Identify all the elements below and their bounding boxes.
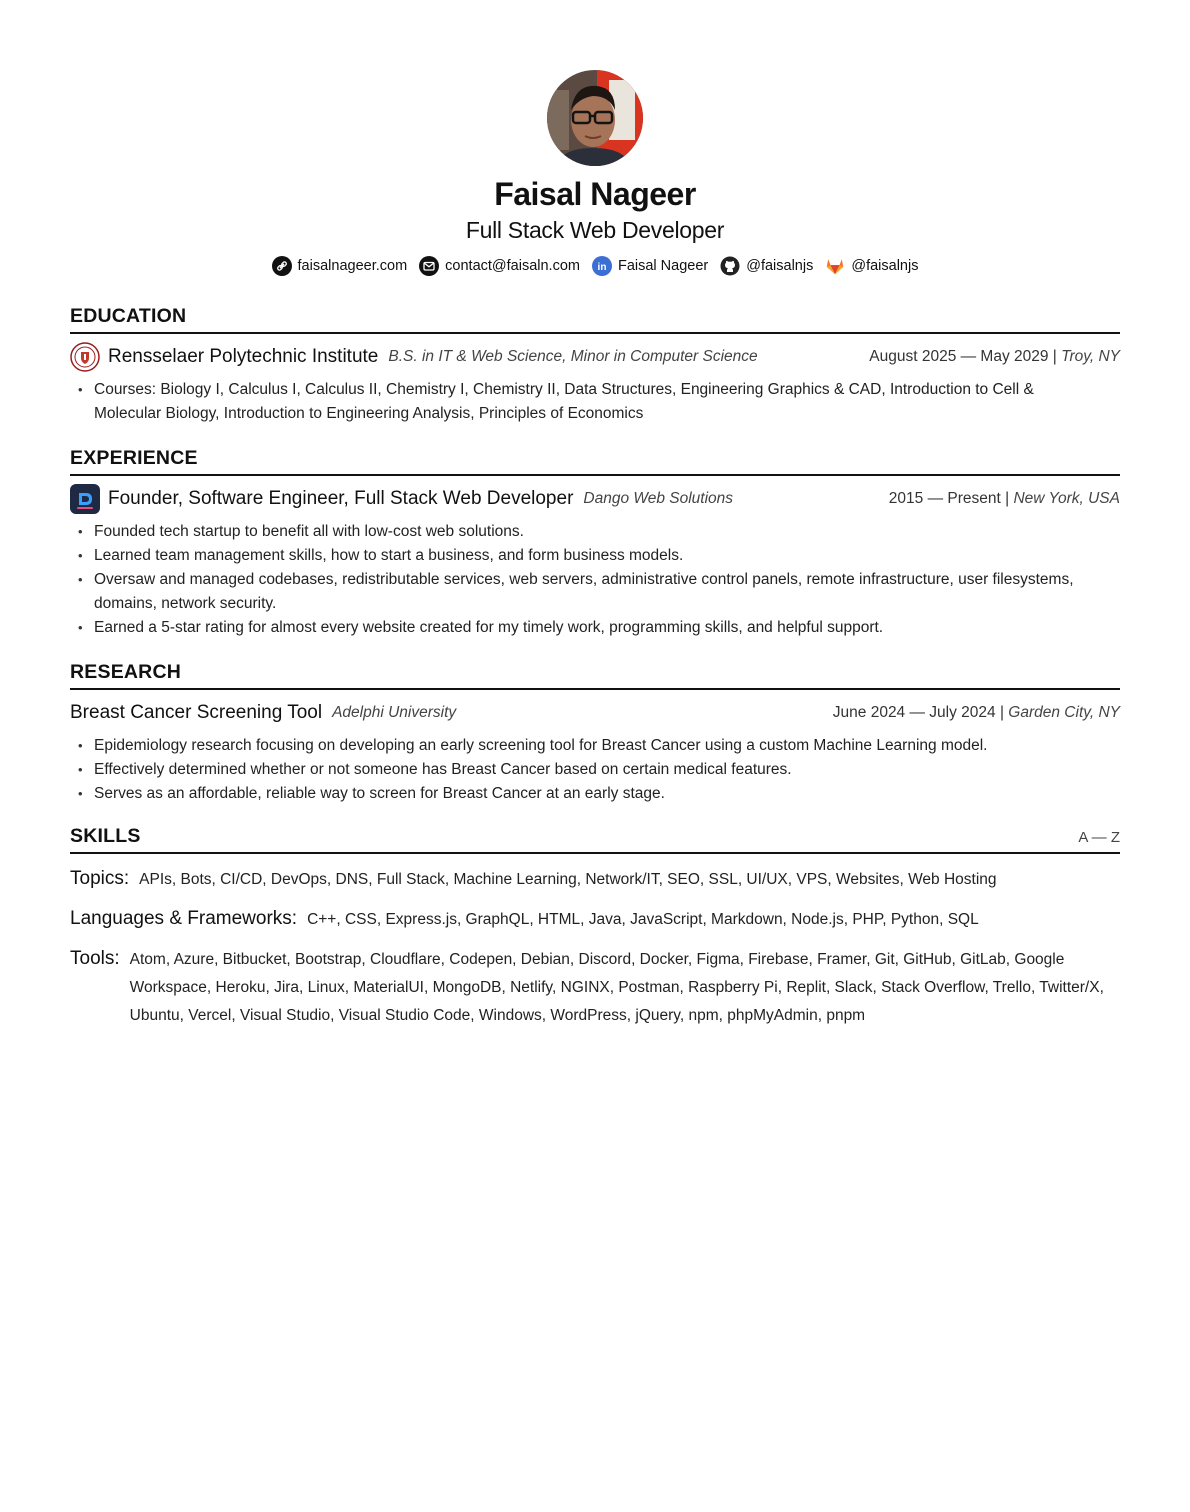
section-title: EXPERIENCE [70, 447, 198, 469]
skill-values: Atom, Azure, Bitbucket, Bootstrap, Cloudflare, Codepen, Debian, Discord, Docker, Figma, Firebase, Framer, Git, GitHub, GitLab, Google Workspace, Heroku, Jira, Linux, MaterialUI, MongoDB, Netlify, NGINX, Postman, Raspberry Pi, Replit, Slack, Stack Overflow, Trello, Twitter/X, Ubuntu, Vercel, Visual Studio, Visual Studio Code, Windows, WordPress, jQuery, npm, phpMyAdmin, pnpm [129, 951, 1104, 1024]
date-range: August 2025 — May 2029 | [869, 348, 1057, 365]
list-item: • Learned team management skills, how to start a business, and form business models. [94, 544, 1120, 568]
skill-label: Languages & Frameworks: [70, 908, 298, 929]
list-item: • Earned a 5-star rating for almost every website created for my timely work, programming skills, and helpful support. [94, 616, 1120, 640]
skills-section [70, 822, 1120, 1030]
research-dates [833, 704, 1120, 722]
school-name: Rensselaer Polytechnic Institute [108, 346, 379, 367]
profile-photo [547, 70, 643, 166]
list-item: • Epidemiology research focusing on developing an early screening tool for Breast Cancer using a custom Machine Learning model. [94, 734, 1120, 758]
skill-row-topics [70, 866, 1120, 894]
company-name: Dango Web Solutions [583, 490, 734, 507]
education-dates [869, 348, 1120, 366]
education-entry-header [70, 342, 1120, 372]
education-bullets [70, 378, 1120, 426]
skill-row-languages [70, 906, 1120, 934]
contact-bar [70, 254, 1120, 278]
github-icon [720, 256, 740, 276]
linkedin-icon [592, 256, 612, 276]
section-header [70, 658, 1120, 690]
svg-text:in: in [597, 262, 607, 273]
gitlab-link[interactable] [825, 256, 918, 276]
skill-label: Tools: [70, 948, 120, 969]
experience-section [70, 444, 1120, 640]
date-range: 2015 — Present | [888, 490, 1010, 507]
experience-dates [889, 490, 1120, 508]
skill-row-tools [70, 946, 1120, 1030]
section-header [70, 302, 1120, 334]
education-section [70, 302, 1120, 426]
section-title: RESEARCH [70, 661, 182, 683]
section-header [70, 822, 1120, 854]
avatar [547, 70, 643, 166]
sort-note: A — Z [1078, 829, 1120, 846]
email-link[interactable] [419, 256, 580, 276]
skill-label: Topics: [70, 868, 130, 889]
experience-entry-header [70, 484, 1120, 514]
research-entry-header [70, 698, 1120, 728]
role-title: Founder, Software Engineer, Full Stack Web Developer [108, 488, 574, 509]
linkedin-text: Faisal Nageer [617, 258, 709, 274]
list-item: • Serves as an affordable, reliable way to screen for Breast Cancer at an early stage. [94, 782, 1120, 806]
location: New York, USA [1013, 490, 1120, 507]
list-item: • Founded tech startup to benefit all with low-cost web solutions. [94, 520, 1120, 544]
rpi-seal-icon [70, 342, 100, 372]
github-link[interactable] [720, 256, 813, 276]
linkedin-link[interactable] [592, 256, 708, 276]
section-title: SKILLS [70, 825, 141, 847]
candidate-name: Faisal Nageer [494, 176, 696, 212]
gitlab-icon [825, 256, 845, 276]
institution-name: Adelphi University [332, 704, 457, 721]
list-item: • Courses: Biology I, Calculus I, Calculus II, Chemistry I, Chemistry II, Data Structures, Engineering Graphics & CAD, Introduction to Cell & Molecular Biology, Introduction to Engineering Analysis, Principles of Economics [94, 378, 1120, 426]
website-text: faisalnageer.com [297, 258, 408, 274]
job-title: Full Stack Web Developer [465, 217, 725, 243]
skill-values: C++, CSS, Express.js, GraphQL, HTML, Java, JavaScript, Markdown, Node.js, PHP, Python, SQL [307, 911, 979, 928]
experience-bullets [70, 520, 1120, 640]
project-title: Breast Cancer Screening Tool [70, 702, 323, 723]
date-range: June 2024 — July 2024 | [832, 704, 1004, 721]
mail-icon [419, 256, 439, 276]
location: Troy, NY [1061, 348, 1120, 365]
list-item: • Oversaw and managed codebases, redistributable services, web servers, administrative control panels, remote infrastructure, user filesystems, domains, network security. [94, 568, 1120, 616]
section-title: EDUCATION [70, 305, 187, 327]
location: Garden City, NY [1008, 704, 1120, 721]
email-text: contact@faisaln.com [445, 258, 580, 274]
link-icon [272, 256, 292, 276]
skill-values: APIs, Bots, CI/CD, DevOps, DNS, Full Stack, Machine Learning, Network/IT, SEO, SSL, UI/UX, VPS, Websites, Web Hosting [139, 871, 997, 888]
gitlab-text: @faisalnjs [851, 258, 919, 274]
research-bullets [70, 734, 1120, 806]
research-section [70, 658, 1120, 806]
github-text: @faisalnjs [746, 258, 814, 274]
section-header [70, 444, 1120, 476]
dango-logo-icon [70, 484, 100, 514]
list-item: • Effectively determined whether or not someone has Breast Cancer based on certain medical features. [94, 758, 1120, 782]
degree: B.S. in IT & Web Science, Minor in Computer Science [388, 348, 758, 365]
website-link[interactable] [272, 256, 408, 276]
